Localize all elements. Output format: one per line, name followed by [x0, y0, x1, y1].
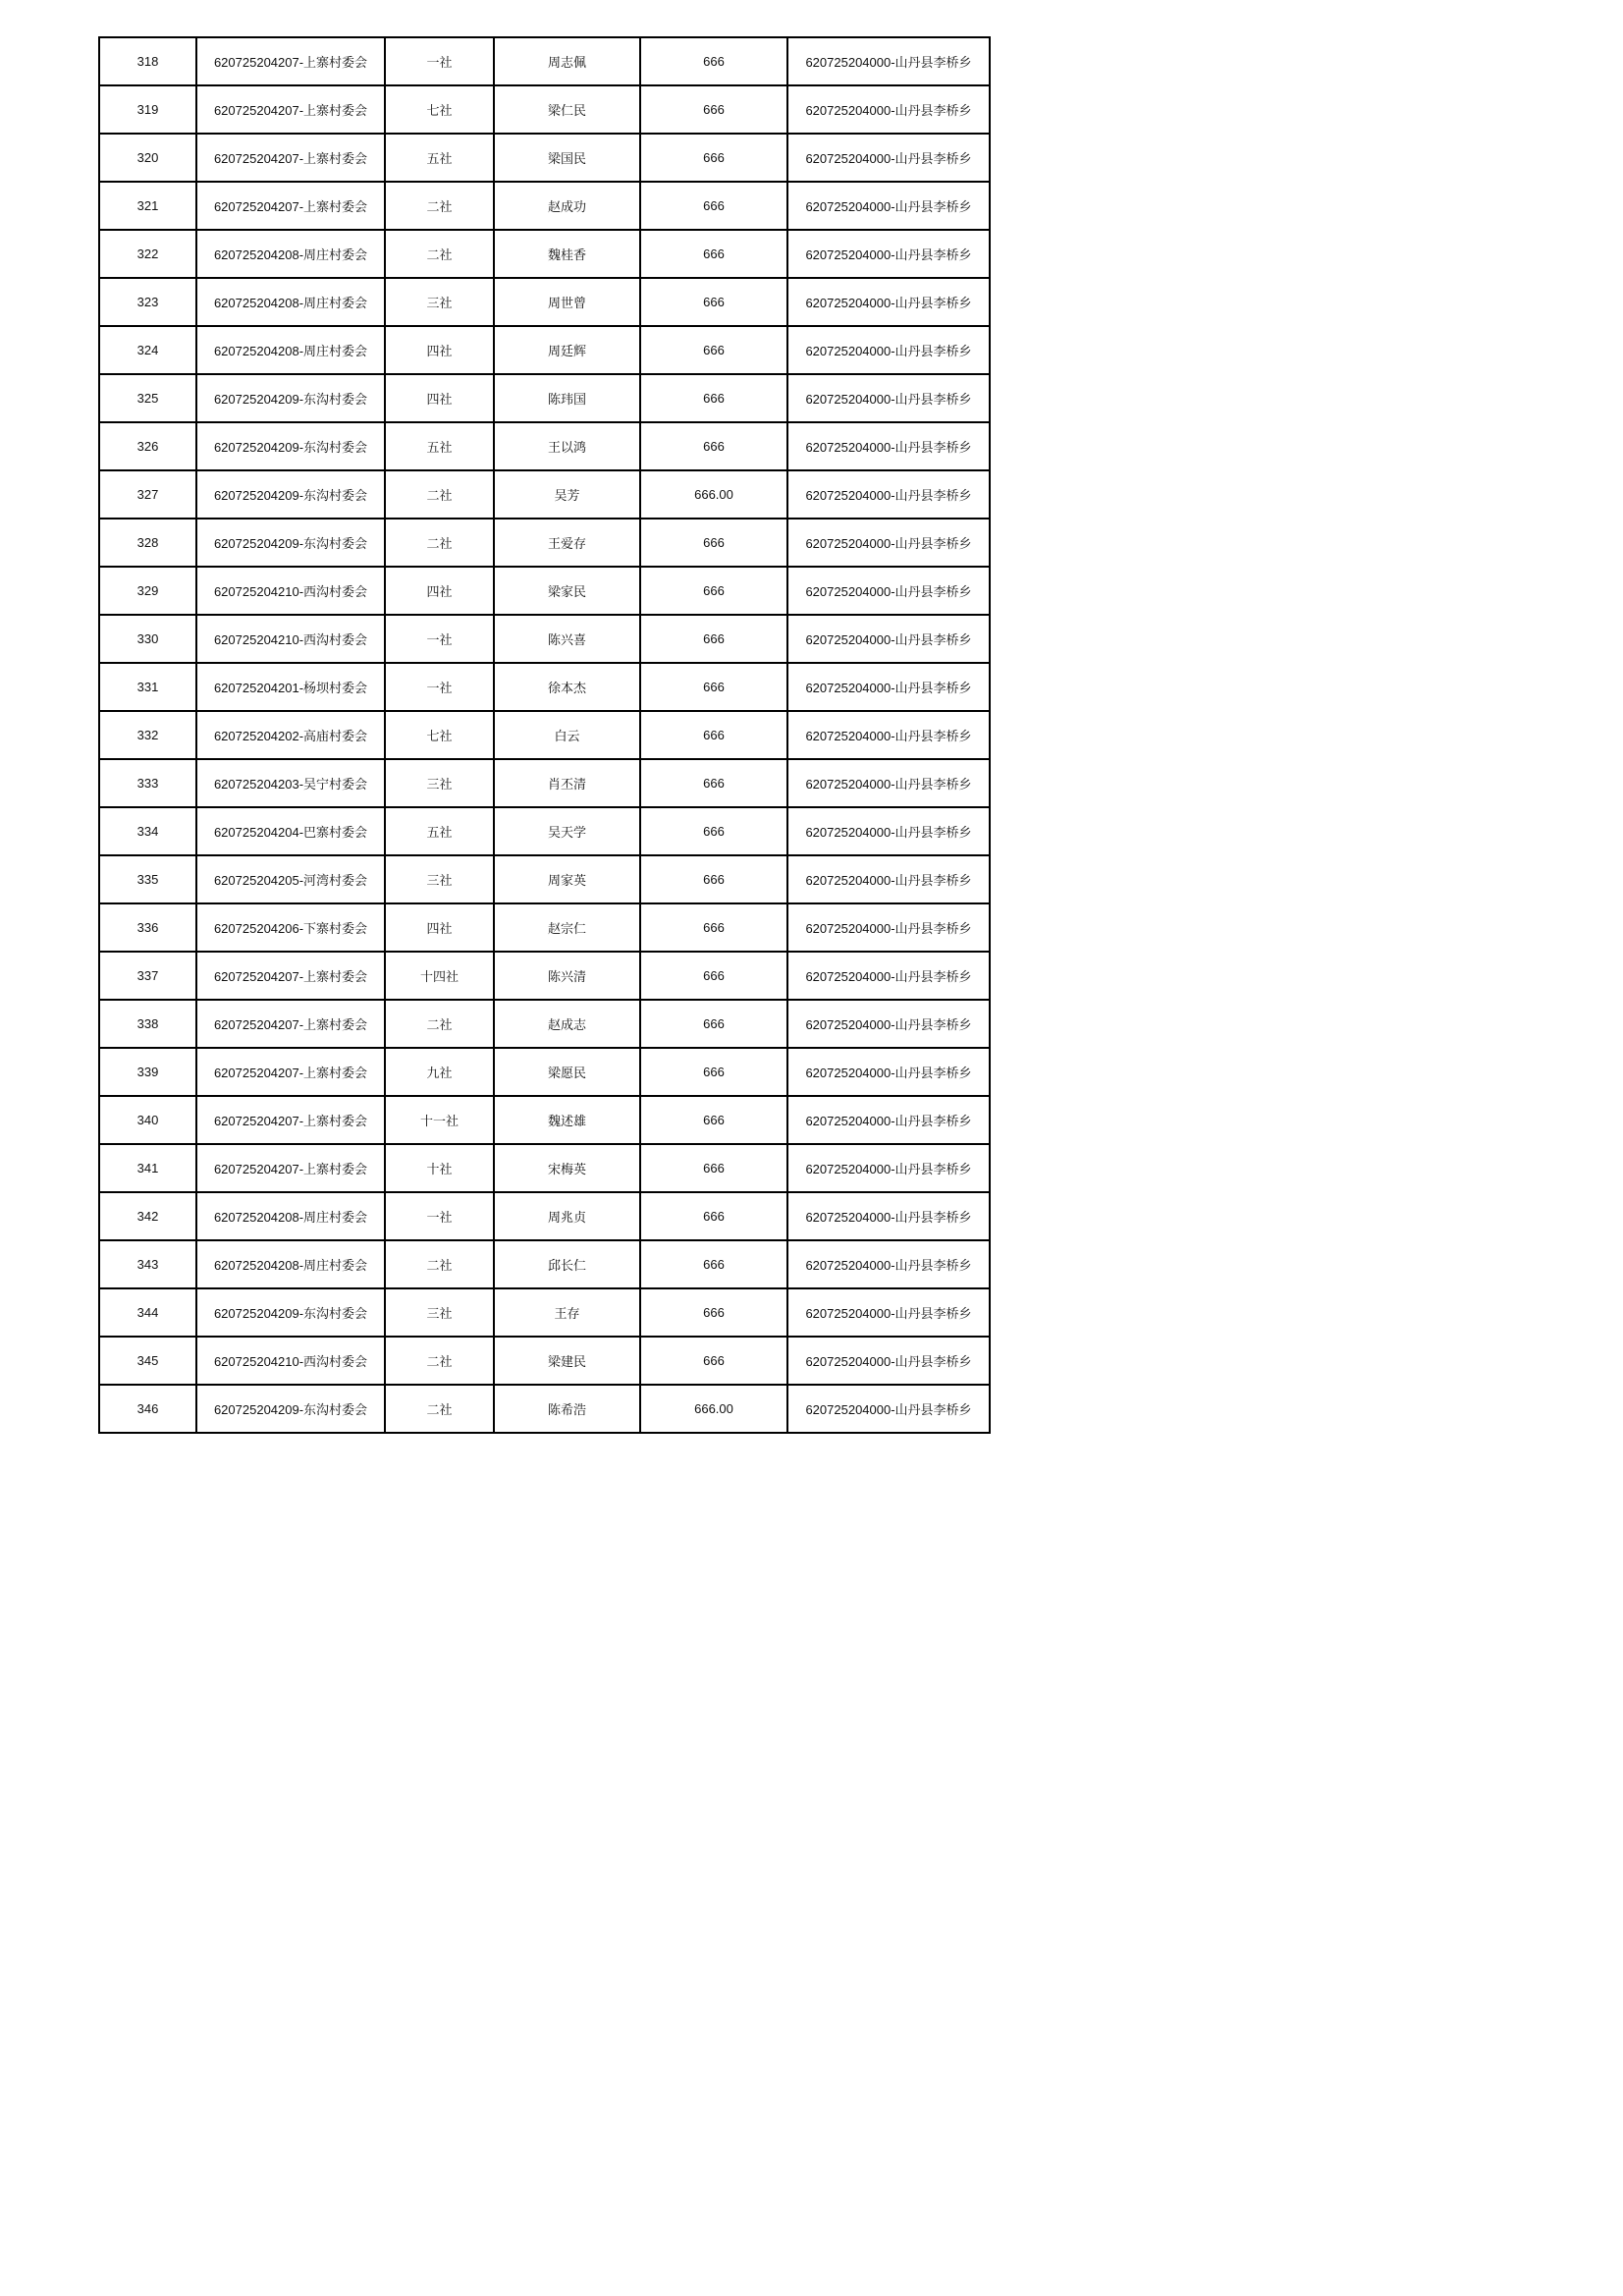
row-number-cell: 343	[99, 1240, 196, 1288]
township-cell: 620725204000-山丹县李桥乡	[787, 230, 990, 278]
row-number-cell: 339	[99, 1048, 196, 1096]
village-group-cell: 二社	[385, 519, 494, 567]
village-group-cell: 一社	[385, 37, 494, 85]
amount-cell: 666	[640, 903, 787, 952]
person-name-cell: 徐本杰	[494, 663, 640, 711]
village-committee-cell: 620725204207-上寨村委会	[196, 134, 385, 182]
row-number-cell: 333	[99, 759, 196, 807]
table-row	[99, 1096, 990, 1144]
table-row	[99, 1192, 990, 1240]
village-committee-cell: 620725204207-上寨村委会	[196, 1144, 385, 1192]
row-number-cell: 321	[99, 182, 196, 230]
amount-cell: 666.00	[640, 1385, 787, 1433]
village-committee-cell: 620725204207-上寨村委会	[196, 1000, 385, 1048]
village-committee-cell: 620725204207-上寨村委会	[196, 85, 385, 134]
row-number-cell: 318	[99, 37, 196, 85]
table-row	[99, 85, 990, 134]
amount-cell: 666	[640, 182, 787, 230]
person-name-cell: 吴天学	[494, 807, 640, 855]
amount-cell: 666	[640, 230, 787, 278]
amount-cell: 666	[640, 1240, 787, 1288]
person-name-cell: 赵成志	[494, 1000, 640, 1048]
row-number-cell: 337	[99, 952, 196, 1000]
table-row	[99, 807, 990, 855]
amount-cell: 666	[640, 855, 787, 903]
amount-cell: 666	[640, 615, 787, 663]
row-number-cell: 327	[99, 470, 196, 519]
person-name-cell: 陈兴喜	[494, 615, 640, 663]
person-name-cell: 魏桂香	[494, 230, 640, 278]
village-group-cell: 四社	[385, 903, 494, 952]
table-row	[99, 952, 990, 1000]
amount-cell: 666	[640, 1337, 787, 1385]
village-committee-cell: 620725204203-吴宁村委会	[196, 759, 385, 807]
village-committee-cell: 620725204209-东沟村委会	[196, 1385, 385, 1433]
village-committee-cell: 620725204207-上寨村委会	[196, 37, 385, 85]
village-group-cell: 五社	[385, 134, 494, 182]
row-number-cell: 336	[99, 903, 196, 952]
row-number-cell: 338	[99, 1000, 196, 1048]
township-cell: 620725204000-山丹县李桥乡	[787, 1048, 990, 1096]
table-row	[99, 903, 990, 952]
village-group-cell: 一社	[385, 615, 494, 663]
village-group-cell: 七社	[385, 85, 494, 134]
village-group-cell: 二社	[385, 182, 494, 230]
township-cell: 620725204000-山丹县李桥乡	[787, 37, 990, 85]
village-group-cell: 二社	[385, 1240, 494, 1288]
amount-cell: 666	[640, 85, 787, 134]
village-group-cell: 四社	[385, 567, 494, 615]
row-number-cell: 330	[99, 615, 196, 663]
table-row	[99, 1337, 990, 1385]
table-row	[99, 1144, 990, 1192]
village-committee-cell: 620725204202-高庙村委会	[196, 711, 385, 759]
village-committee-cell: 620725204210-西沟村委会	[196, 567, 385, 615]
person-name-cell: 肖丕清	[494, 759, 640, 807]
township-cell: 620725204000-山丹县李桥乡	[787, 663, 990, 711]
person-name-cell: 赵宗仁	[494, 903, 640, 952]
table-row	[99, 1000, 990, 1048]
village-group-cell: 四社	[385, 374, 494, 422]
township-cell: 620725204000-山丹县李桥乡	[787, 807, 990, 855]
row-number-cell: 320	[99, 134, 196, 182]
village-group-cell: 三社	[385, 278, 494, 326]
table-row	[99, 663, 990, 711]
person-name-cell: 梁愿民	[494, 1048, 640, 1096]
village-group-cell: 二社	[385, 1000, 494, 1048]
amount-cell: 666	[640, 807, 787, 855]
township-cell: 620725204000-山丹县李桥乡	[787, 85, 990, 134]
row-number-cell: 342	[99, 1192, 196, 1240]
amount-cell: 666	[640, 37, 787, 85]
township-cell: 620725204000-山丹县李桥乡	[787, 1385, 990, 1433]
row-number-cell: 322	[99, 230, 196, 278]
amount-cell: 666	[640, 567, 787, 615]
village-group-cell: 二社	[385, 230, 494, 278]
row-number-cell: 326	[99, 422, 196, 470]
village-group-cell: 三社	[385, 855, 494, 903]
table-row	[99, 230, 990, 278]
village-committee-cell: 620725204208-周庄村委会	[196, 1240, 385, 1288]
row-number-cell: 323	[99, 278, 196, 326]
row-number-cell: 331	[99, 663, 196, 711]
person-name-cell: 赵成功	[494, 182, 640, 230]
person-name-cell: 周世曾	[494, 278, 640, 326]
township-cell: 620725204000-山丹县李桥乡	[787, 182, 990, 230]
village-committee-cell: 620725204204-巴寨村委会	[196, 807, 385, 855]
village-committee-cell: 620725204208-周庄村委会	[196, 1192, 385, 1240]
row-number-cell: 325	[99, 374, 196, 422]
township-cell: 620725204000-山丹县李桥乡	[787, 1096, 990, 1144]
person-name-cell: 周兆贞	[494, 1192, 640, 1240]
row-number-cell: 340	[99, 1096, 196, 1144]
person-name-cell: 宋梅英	[494, 1144, 640, 1192]
village-group-cell: 五社	[385, 422, 494, 470]
village-committee-cell: 620725204207-上寨村委会	[196, 952, 385, 1000]
township-cell: 620725204000-山丹县李桥乡	[787, 1000, 990, 1048]
village-committee-cell: 620725204209-东沟村委会	[196, 1288, 385, 1337]
table-row	[99, 278, 990, 326]
amount-cell: 666	[640, 1000, 787, 1048]
person-name-cell: 梁建民	[494, 1337, 640, 1385]
township-cell: 620725204000-山丹县李桥乡	[787, 1337, 990, 1385]
village-group-cell: 三社	[385, 1288, 494, 1337]
person-name-cell: 梁国民	[494, 134, 640, 182]
village-committee-cell: 620725204207-上寨村委会	[196, 182, 385, 230]
township-cell: 620725204000-山丹县李桥乡	[787, 952, 990, 1000]
person-name-cell: 陈希浩	[494, 1385, 640, 1433]
table-row	[99, 1048, 990, 1096]
table-row	[99, 470, 990, 519]
township-cell: 620725204000-山丹县李桥乡	[787, 1240, 990, 1288]
township-cell: 620725204000-山丹县李桥乡	[787, 615, 990, 663]
village-committee-cell: 620725204208-周庄村委会	[196, 326, 385, 374]
person-name-cell: 周志佩	[494, 37, 640, 85]
township-cell: 620725204000-山丹县李桥乡	[787, 422, 990, 470]
row-number-cell: 345	[99, 1337, 196, 1385]
table-row	[99, 37, 990, 85]
person-name-cell: 王以鸿	[494, 422, 640, 470]
document-page	[0, 0, 1083, 1532]
row-number-cell: 329	[99, 567, 196, 615]
village-committee-cell: 620725204210-西沟村委会	[196, 1337, 385, 1385]
village-group-cell: 二社	[385, 470, 494, 519]
village-committee-cell: 620725204201-杨坝村委会	[196, 663, 385, 711]
village-group-cell: 四社	[385, 326, 494, 374]
amount-cell: 666	[640, 663, 787, 711]
village-committee-cell: 620725204209-东沟村委会	[196, 422, 385, 470]
township-cell: 620725204000-山丹县李桥乡	[787, 278, 990, 326]
village-committee-cell: 620725204205-河湾村委会	[196, 855, 385, 903]
person-name-cell: 周廷辉	[494, 326, 640, 374]
village-group-cell: 一社	[385, 663, 494, 711]
row-number-cell: 334	[99, 807, 196, 855]
amount-cell: 666	[640, 1192, 787, 1240]
table-row	[99, 759, 990, 807]
township-cell: 620725204000-山丹县李桥乡	[787, 567, 990, 615]
person-name-cell: 吴芳	[494, 470, 640, 519]
table-row	[99, 326, 990, 374]
amount-cell: 666	[640, 1144, 787, 1192]
township-cell: 620725204000-山丹县李桥乡	[787, 134, 990, 182]
row-number-cell: 332	[99, 711, 196, 759]
table-row	[99, 855, 990, 903]
village-group-cell: 十四社	[385, 952, 494, 1000]
village-committee-cell: 620725204210-西沟村委会	[196, 615, 385, 663]
table-row	[99, 711, 990, 759]
township-cell: 620725204000-山丹县李桥乡	[787, 1192, 990, 1240]
person-name-cell: 陈兴清	[494, 952, 640, 1000]
village-committee-cell: 620725204207-上寨村委会	[196, 1096, 385, 1144]
village-group-cell: 一社	[385, 1192, 494, 1240]
amount-cell: 666	[640, 952, 787, 1000]
township-cell: 620725204000-山丹县李桥乡	[787, 903, 990, 952]
amount-cell: 666	[640, 1096, 787, 1144]
township-cell: 620725204000-山丹县李桥乡	[787, 470, 990, 519]
table-row	[99, 1288, 990, 1337]
row-number-cell: 324	[99, 326, 196, 374]
village-group-cell: 二社	[385, 1385, 494, 1433]
township-cell: 620725204000-山丹县李桥乡	[787, 711, 990, 759]
row-number-cell: 328	[99, 519, 196, 567]
person-name-cell: 王爱存	[494, 519, 640, 567]
village-committee-cell: 620725204208-周庄村委会	[196, 278, 385, 326]
village-committee-cell: 620725204208-周庄村委会	[196, 230, 385, 278]
amount-cell: 666	[640, 759, 787, 807]
village-group-cell: 二社	[385, 1337, 494, 1385]
table-row	[99, 519, 990, 567]
person-name-cell: 王存	[494, 1288, 640, 1337]
township-cell: 620725204000-山丹县李桥乡	[787, 1144, 990, 1192]
township-cell: 620725204000-山丹县李桥乡	[787, 519, 990, 567]
table-row	[99, 134, 990, 182]
amount-cell: 666	[640, 326, 787, 374]
village-group-cell: 五社	[385, 807, 494, 855]
village-committee-cell: 620725204209-东沟村委会	[196, 519, 385, 567]
amount-cell: 666	[640, 278, 787, 326]
village-group-cell: 九社	[385, 1048, 494, 1096]
village-committee-cell: 620725204207-上寨村委会	[196, 1048, 385, 1096]
amount-cell: 666	[640, 1048, 787, 1096]
roster-table	[98, 36, 991, 1434]
township-cell: 620725204000-山丹县李桥乡	[787, 1288, 990, 1337]
table-row	[99, 1240, 990, 1288]
person-name-cell: 梁家民	[494, 567, 640, 615]
row-number-cell: 344	[99, 1288, 196, 1337]
row-number-cell: 341	[99, 1144, 196, 1192]
amount-cell: 666	[640, 1288, 787, 1337]
amount-cell: 666	[640, 374, 787, 422]
table-row	[99, 422, 990, 470]
village-committee-cell: 620725204209-东沟村委会	[196, 374, 385, 422]
village-group-cell: 十一社	[385, 1096, 494, 1144]
amount-cell: 666	[640, 134, 787, 182]
person-name-cell: 邱长仁	[494, 1240, 640, 1288]
village-committee-cell: 620725204206-下寨村委会	[196, 903, 385, 952]
person-name-cell: 周家英	[494, 855, 640, 903]
amount-cell: 666	[640, 519, 787, 567]
table-row	[99, 182, 990, 230]
village-committee-cell: 620725204209-东沟村委会	[196, 470, 385, 519]
row-number-cell: 346	[99, 1385, 196, 1433]
table-row	[99, 374, 990, 422]
township-cell: 620725204000-山丹县李桥乡	[787, 326, 990, 374]
amount-cell: 666	[640, 422, 787, 470]
amount-cell: 666.00	[640, 470, 787, 519]
village-group-cell: 七社	[385, 711, 494, 759]
table-row	[99, 1385, 990, 1433]
table-row	[99, 615, 990, 663]
village-group-cell: 十社	[385, 1144, 494, 1192]
person-name-cell: 魏述雄	[494, 1096, 640, 1144]
township-cell: 620725204000-山丹县李桥乡	[787, 759, 990, 807]
person-name-cell: 白云	[494, 711, 640, 759]
row-number-cell: 319	[99, 85, 196, 134]
table-row	[99, 567, 990, 615]
person-name-cell: 陈玮国	[494, 374, 640, 422]
amount-cell: 666	[640, 711, 787, 759]
roster-table-body	[99, 37, 990, 1433]
village-group-cell: 三社	[385, 759, 494, 807]
township-cell: 620725204000-山丹县李桥乡	[787, 374, 990, 422]
township-cell: 620725204000-山丹县李桥乡	[787, 855, 990, 903]
row-number-cell: 335	[99, 855, 196, 903]
person-name-cell: 梁仁民	[494, 85, 640, 134]
